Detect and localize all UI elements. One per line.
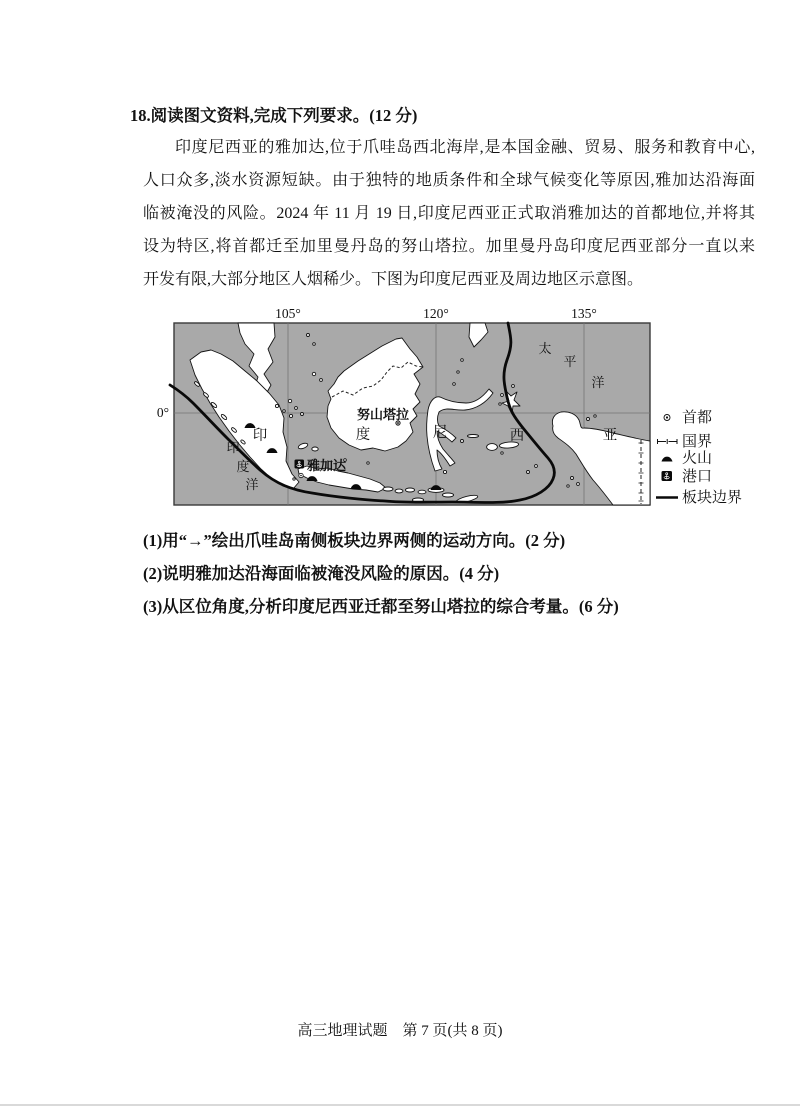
map-legend — [656, 409, 742, 506]
legend-item-capital — [664, 409, 712, 426]
lon-label-105: 105° — [275, 306, 301, 321]
subquestion-2: (2)说明雅加达沿海面临被淹没风险的原因。(4 分) — [143, 564, 500, 583]
passage-line: 设为特区,将首都迁至加里曼丹岛的努山塔拉。加里曼丹岛印度尼西亚部分一直以来 — [143, 238, 755, 255]
scan-edge-artifact — [0, 1104, 800, 1106]
capital-icon — [664, 415, 670, 421]
legend-national-border-label: 国界 — [682, 434, 713, 450]
passage-line: 临被淹没的风险。2024 年 11 月 19 日,印度尼西亚正式取消雅加达的首都地位,并将其 — [143, 205, 755, 222]
national-border-icon — [658, 439, 678, 444]
label-pacific-ocean-char-3: 洋 — [591, 375, 605, 390]
label-pacific-ocean-char-1: 太 — [538, 341, 552, 356]
label-indonesia-char-1: 印 — [252, 428, 268, 444]
lon-label-120: 120° — [423, 306, 449, 321]
legend-item-plate-boundary — [656, 488, 742, 506]
legend-item-national-border — [658, 433, 713, 450]
label-indian-ocean-char-2: 度 — [236, 459, 250, 474]
label-indian-ocean-char-1: 印 — [226, 440, 240, 455]
legend-volcano-label: 火山 — [682, 450, 713, 467]
subquestions — [143, 524, 763, 623]
label-nusantara: 努山塔拉 — [356, 407, 410, 422]
passage — [143, 131, 755, 296]
legend-port-label: 港口 — [682, 469, 713, 485]
label-indonesia-char-2: 度 — [355, 427, 371, 443]
indonesia-map-figure — [140, 300, 760, 515]
volcano-icon — [662, 457, 673, 462]
passage-line: 印度尼西亚的雅加达,位于爪哇岛西北海岸,是本国金融、贸易、服务和教育中心, — [175, 139, 755, 156]
subquestion-3: (3)从区位角度,分析印度尼西亚迁都至努山塔拉的综合考量。(6 分) — [143, 597, 619, 616]
legend-item-port — [662, 468, 713, 485]
page-footer: 高三地理试题 第 7 页(共 8 页) — [297, 1023, 503, 1039]
question-header: 18.阅读图文资料,完成下列要求。(12 分) — [130, 106, 418, 125]
label-jakarta: 雅加达 — [307, 458, 347, 473]
indonesia-map — [140, 300, 760, 515]
label-indonesia-char-5: 亚 — [602, 428, 618, 444]
label-indonesia-char-3: 尼 — [432, 425, 448, 441]
equator-label: 0° — [156, 405, 169, 420]
port-icon — [662, 471, 673, 481]
legend-capital-label: 首都 — [682, 410, 713, 426]
legend-item-volcano — [662, 450, 713, 467]
lon-label-135: 135° — [571, 306, 597, 321]
label-indian-ocean-char-3: 洋 — [245, 477, 259, 492]
subquestion-1: (1)用“→”绘出爪哇岛南侧板块边界两侧的运动方向。(2 分) — [143, 531, 566, 550]
label-indonesia-char-4: 西 — [509, 428, 525, 444]
passage-line: 开发有限,大部分地区人烟稀少。下图为印度尼西亚及周边地区示意图。 — [143, 271, 644, 288]
jakarta-port-icon — [295, 460, 305, 469]
legend-plate-boundary-label: 板块边界 — [682, 490, 743, 506]
jakarta-capital-marker — [299, 473, 303, 477]
label-pacific-ocean-char-2: 平 — [563, 354, 577, 369]
passage-line: 人口众多,淡水资源短缺。由于独特的地质条件和全球气候变化等原因,雅加达沿海面 — [143, 172, 755, 189]
